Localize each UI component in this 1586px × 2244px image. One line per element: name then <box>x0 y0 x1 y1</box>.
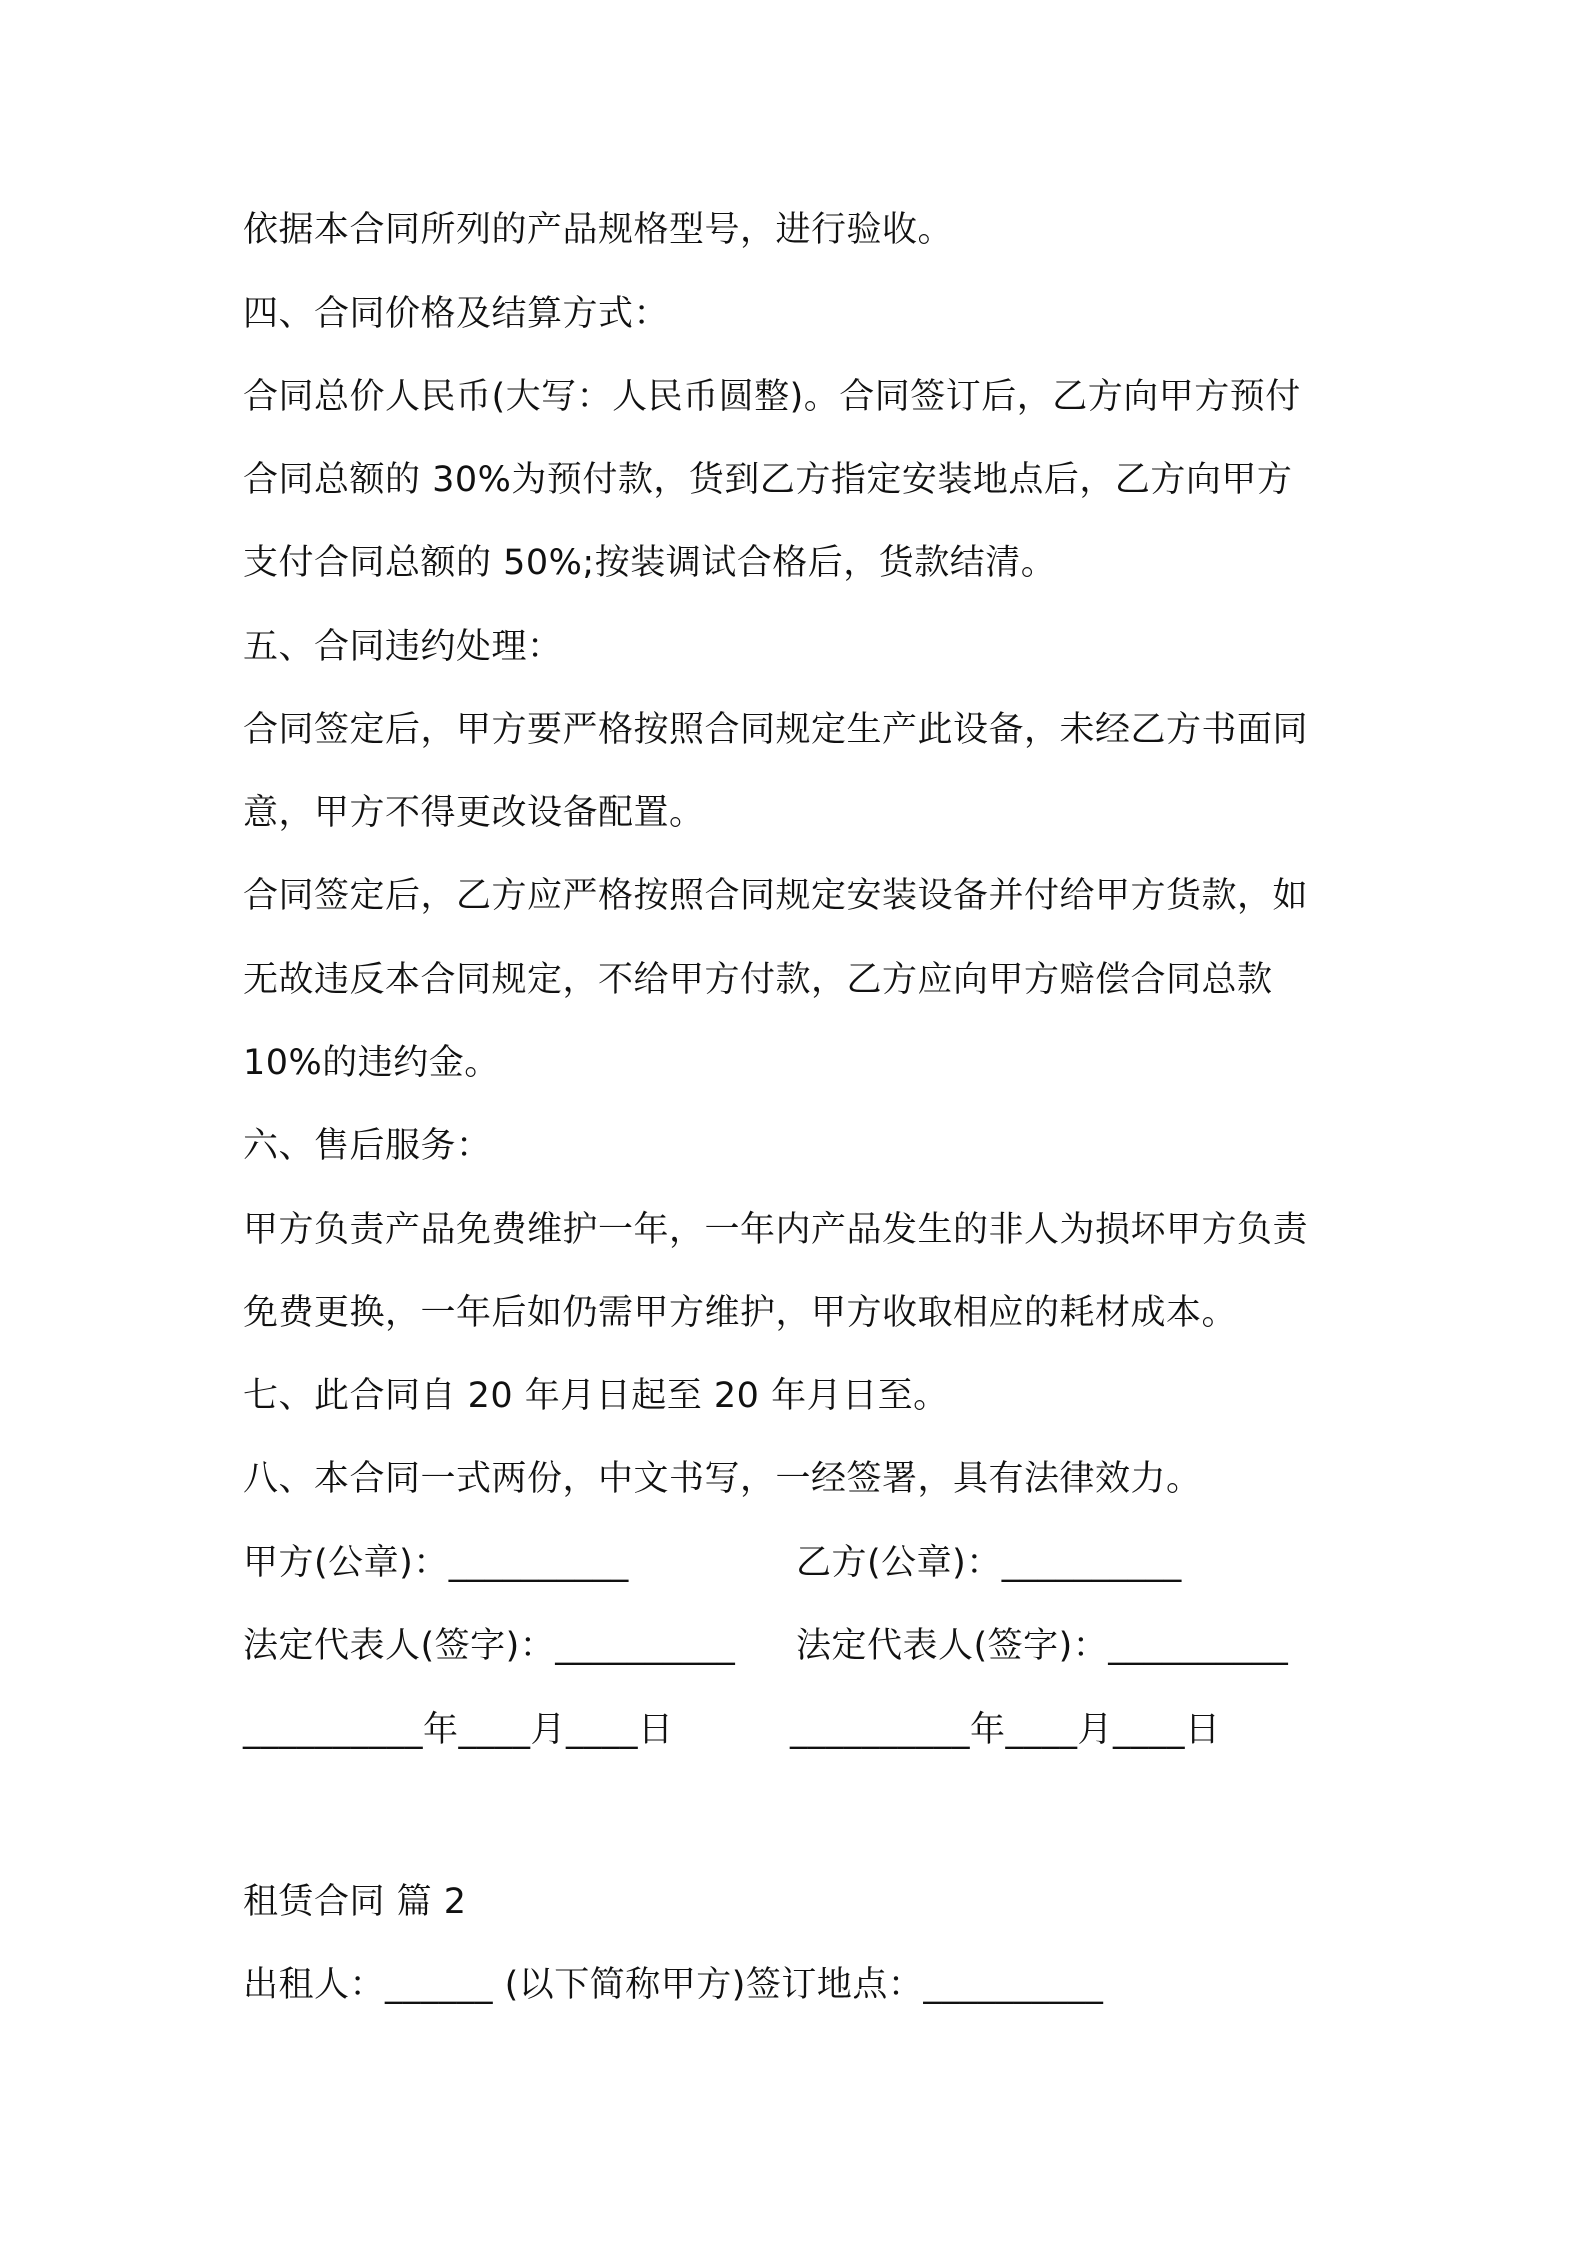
section-title: 租赁合同 篇 2 <box>243 1882 467 1922</box>
party-a-seal-field: 甲方(公章)：__________ <box>243 1543 629 1583</box>
section-heading-7: 七、此合同自 20 年月日起至 20 年月日至。 <box>243 1376 949 1416</box>
body-line-5: 合同签定后，甲方要严格按照合同规定生产此设备，未经乙方书面同 <box>243 710 1309 750</box>
party-b-representative-field: 法定代表人(签字)：__________ <box>796 1626 1289 1666</box>
party-a-date-field: __________年____月____日 <box>243 1710 674 1750</box>
body-line-11: 免费更换，一年后如仍需甲方维护，甲方收取相应的耗材成本。 <box>243 1293 1238 1333</box>
body-line-2: 合同总价人民币(大写：人民币圆整)。合同签订后，乙方向甲方预付 <box>243 377 1301 417</box>
section-heading-8: 八、本合同一式两份，中文书写，一经签署，具有法律效力。 <box>243 1459 1202 1499</box>
section-heading-4: 四、合同价格及结算方式： <box>243 294 670 334</box>
party-b-seal-field: 乙方(公章)：__________ <box>796 1543 1182 1583</box>
body-line-6: 意，甲方不得更改设备配置。 <box>243 793 705 833</box>
party-a-representative-field: 法定代表人(签字)：__________ <box>243 1626 736 1666</box>
section-heading-5: 五、合同违约处理： <box>243 627 563 667</box>
lessor-line: 出租人：______ (以下简称甲方)签订地点：__________ <box>243 1965 1104 2005</box>
body-line-3: 合同总额的 30%为预付款，货到乙方指定安装地点后，乙方向甲方 <box>243 460 1293 500</box>
body-line-10: 甲方负责产品免费维护一年，一年内产品发生的非人为损坏甲方负责 <box>243 1210 1309 1250</box>
party-b-date-field: __________年____月____日 <box>790 1710 1221 1750</box>
body-line-7: 合同签定后，乙方应严格按照合同规定安装设备并付给甲方货款，如 <box>243 876 1309 916</box>
body-line-8: 无故违反本合同规定，不给甲方付款，乙方应向甲方赔偿合同总款 <box>243 960 1273 1000</box>
body-line-1: 依据本合同所列的产品规格型号，进行验收。 <box>243 210 954 250</box>
body-line-9: 10%的违约金。 <box>243 1043 500 1083</box>
body-line-4: 支付合同总额的 50%;按装调试合格后，货款结清。 <box>243 543 1057 583</box>
section-heading-6: 六、售后服务： <box>243 1126 492 1166</box>
